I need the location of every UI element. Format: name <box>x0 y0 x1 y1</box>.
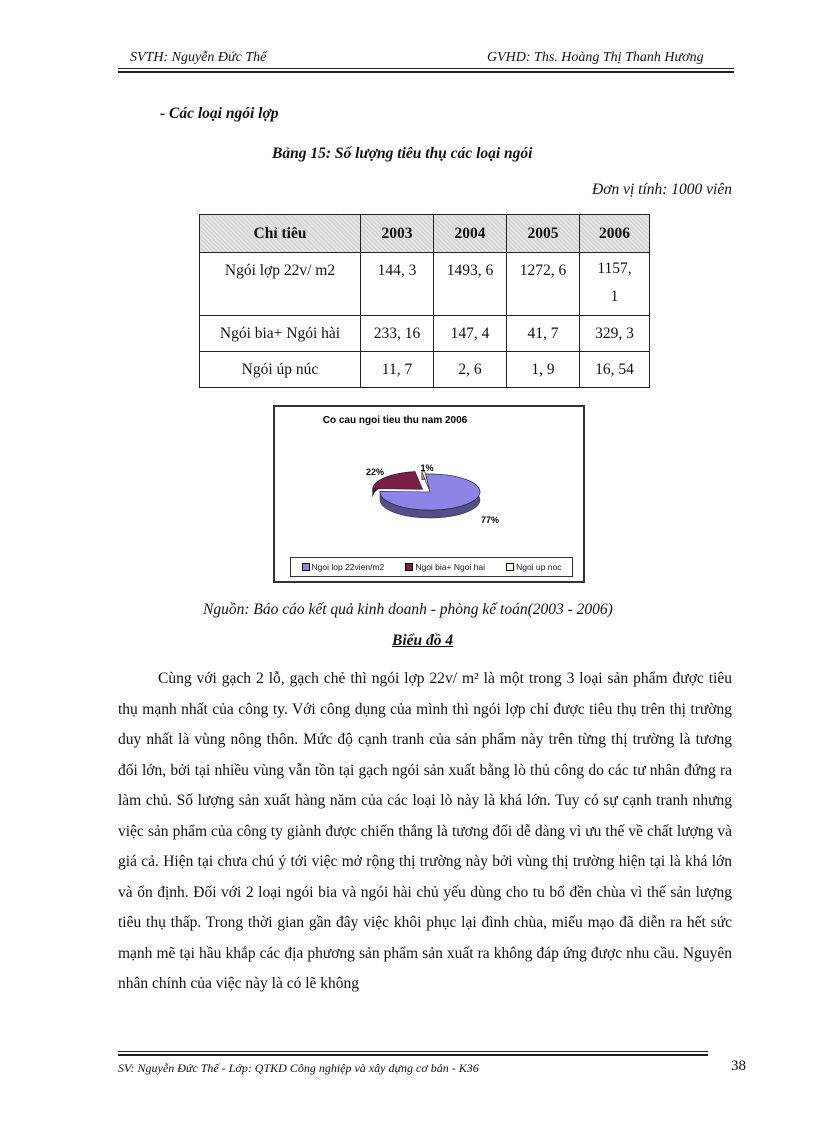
pie-data-label: 22% <box>365 467 385 477</box>
header-rule-top <box>118 68 734 69</box>
header-cell: 2005 <box>507 215 580 253</box>
legend-swatch <box>302 563 310 571</box>
chart-title: Co cau ngoi tieu thu nam 2006 <box>322 415 468 426</box>
table-cell: 144, 3 <box>361 253 434 316</box>
table-cell: 329, 3 <box>580 316 650 352</box>
legend-swatch <box>405 563 413 571</box>
header-right: GVHD: Ths. Hoàng Thị Thanh Hương <box>487 50 704 65</box>
legend-item <box>405 562 485 572</box>
table-cell: Ngói úp núc <box>200 352 361 388</box>
table-cell: 16, 54 <box>580 352 650 388</box>
table-cell: 2, 6 <box>434 352 507 388</box>
figure-label: Biểu đồ 4 <box>392 632 454 649</box>
table-cell: 41, 7 <box>507 316 580 352</box>
table-cell: 147, 4 <box>434 316 507 352</box>
table-cell <box>580 253 650 316</box>
table-cell: 1, 9 <box>507 352 580 388</box>
header-cell: 2003 <box>361 215 434 253</box>
header-left: SVTH: Nguyễn Đức Thế <box>130 50 267 65</box>
footer-left: SV: Nguyễn Đức Thế - Lớp: QTKD Công nghiệp và xây dựng cơ bản - K36 <box>118 1061 479 1075</box>
table-header-row <box>200 215 650 253</box>
table-row <box>200 316 650 352</box>
legend-label: Ngoi lop 22vien/m2 <box>311 562 385 572</box>
footer-rule-top <box>118 1051 708 1052</box>
body-paragraph <box>118 664 732 1000</box>
footer-rule-bottom <box>118 1054 708 1056</box>
table-row <box>200 352 650 388</box>
legend-label: Ngoi up noc <box>516 562 562 572</box>
table-title: Bảng 15: Số lượng tiêu thụ các loại ngói <box>272 145 533 162</box>
header-rule-bottom <box>118 71 734 73</box>
table-cell: 11, 7 <box>361 352 434 388</box>
paragraph-text: Cùng với gạch 2 lỗ, gạch chẻ thì ngói lợp 22v/ m² là một trong 3 loại sản phẩm được tiêu thụ mạnh nhất của công ty. Với công dụng của mình thì ngói lợp chỉ được tiêu thụ trên thị trường duy nhất là vùng nông thôn. Mức độ cạnh tranh của sản phẩm này trên từng thị trường là tương đối lớn, bởi tại nhiều vùng vẫn tồn tại gạch ngói sản xuất bằng lò thủ công do các tư nhân đứng ra làm chủ. Số lượng sản xuất hàng năm của các loại lò này là khá lớn. Tuy có sự cạnh tranh nhưng việc sản phẩm của công ty giành được chiến thắng là tương đối dễ dàng vì ưu thế về chất lượng và giá cả. Hiện tại chưa chú ý tới việc mở rộng thị trường này bởi vùng thị trường hiện tại là khá lớn và ổn định. Đối với 2 loại ngói bia và ngói hài chủ yếu dùng cho tu bổ đền chùa vì thế sản lượng tiêu thụ thấp. Trong thời gian gần đây việc khôi phục lại đình chùa, miếu mạo đã diễn ra hết sức mạnh mẽ tại hầu khắp các địa phương sản phẩm sản xuất ra không đáp ứng được nhu cầu. Nguyên nhân chính của việc này là có lẽ không <box>118 670 732 992</box>
consumption-table <box>199 214 650 388</box>
legend-item <box>506 562 561 572</box>
section-title: - Các loại ngói lợp <box>160 105 279 122</box>
table-cell: 1272, 6 <box>507 253 580 316</box>
pie-chart <box>275 407 583 557</box>
source-note: Nguồn: Báo cáo kết quả kinh doanh - phòng kế toán(2003 - 2006) <box>203 601 613 618</box>
cell-line: 1157, <box>597 260 632 277</box>
table-cell: 233, 16 <box>361 316 434 352</box>
header-cell: 2006 <box>580 215 650 253</box>
pie-chart-box <box>273 405 585 583</box>
table-cell: 1493, 6 <box>434 253 507 316</box>
pie-data-label: 77% <box>480 515 500 525</box>
header-cell: Chỉ tiêu <box>200 215 361 253</box>
legend-item <box>302 562 385 572</box>
legend-swatch <box>506 563 514 571</box>
chart-legend <box>290 557 573 577</box>
table-cell: Ngói bia+ Ngói hài <box>200 316 361 352</box>
header-cell: 2004 <box>434 215 507 253</box>
unit-label: Đơn vị tính: 1000 viên <box>592 181 732 198</box>
legend-label: Ngoi bia+ Ngoi hai <box>415 562 486 572</box>
page-number: 38 <box>731 1058 746 1074</box>
table-cell: Ngói lợp 22v/ m2 <box>200 253 361 316</box>
cell-line: 1 <box>610 288 619 305</box>
pie-data-label: 1% <box>420 463 434 473</box>
table-row <box>200 253 650 316</box>
